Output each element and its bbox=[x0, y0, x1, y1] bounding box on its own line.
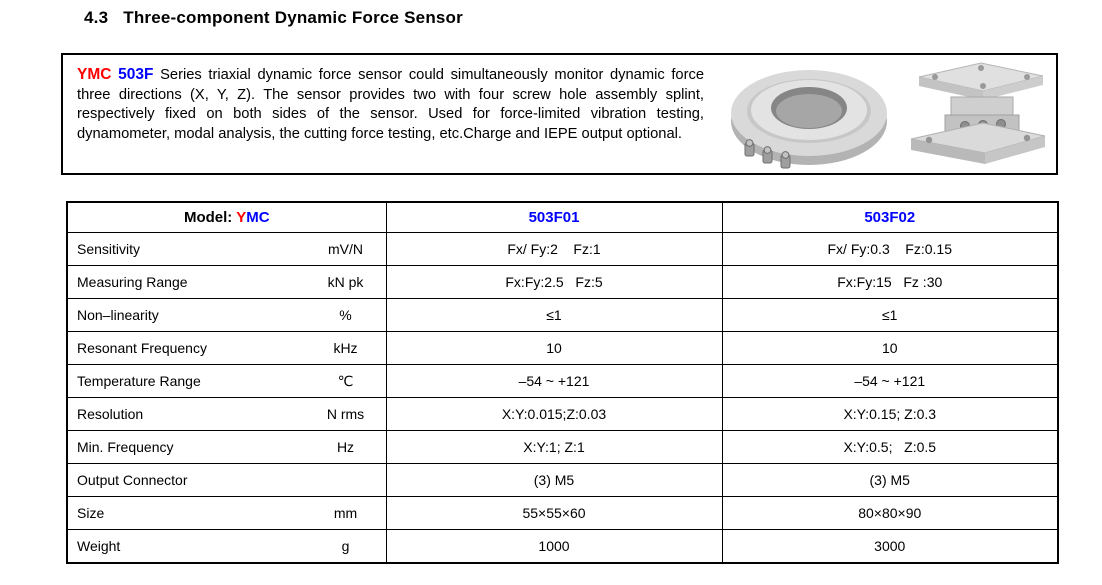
table-row bbox=[67, 530, 1058, 564]
param-name: Non–linearity bbox=[77, 307, 159, 323]
param-name: Sensitivity bbox=[77, 241, 141, 257]
block-sensor-photo bbox=[895, 59, 1053, 171]
value-503F01: Fx:Fy:2.5 Fz:5 bbox=[386, 266, 722, 299]
param-unit: mV/N bbox=[328, 241, 363, 257]
param-name: Resolution bbox=[77, 406, 144, 422]
value-503F02: 80×80×90 bbox=[722, 497, 1058, 530]
value-503F02: –54 ~ +121 bbox=[722, 365, 1058, 398]
ring-sensor-photo bbox=[719, 59, 891, 171]
spec-table bbox=[66, 201, 1059, 564]
param-unit: Hz bbox=[336, 439, 355, 455]
param-name: Measuring Range bbox=[77, 274, 188, 290]
description-body: Series triaxial dynamic force sensor could simultaneously monitor dynamic force three directions (X, Y, Z). The sensor provides two with four screw hole assembly splint, respectively fixed on both sides of the sensor. Used for force-limited vibration testing, dynamometer, modal analysis, the cutting force testing, etc.Charge and IEPE output optional. bbox=[77, 67, 704, 142]
col-header-503F01: 503F01 bbox=[386, 202, 722, 233]
brand-name: YMC bbox=[77, 66, 112, 83]
value-503F01: Fx/ Fy:2 Fz:1 bbox=[386, 233, 722, 266]
col-header-503F02: 503F02 bbox=[722, 202, 1058, 233]
table-header-row bbox=[67, 202, 1058, 233]
table-row bbox=[67, 299, 1058, 332]
value-503F01: X:Y:0.015;Z:0.03 bbox=[386, 398, 722, 431]
param-unit: N rms bbox=[326, 406, 365, 422]
value-503F01: (3) M5 bbox=[386, 464, 722, 497]
model-label: Model: bbox=[183, 209, 237, 226]
param-name: Min. Frequency bbox=[77, 439, 174, 455]
section-number: 4.3 bbox=[84, 8, 109, 27]
value-503F02: Fx/ Fy:0.3 Fz:0.15 bbox=[722, 233, 1058, 266]
table-row bbox=[67, 332, 1058, 365]
product-description bbox=[77, 65, 704, 144]
param-name: Output Connector bbox=[77, 472, 188, 488]
table-row bbox=[67, 365, 1058, 398]
table-row bbox=[67, 464, 1058, 497]
value-503F02: ≤1 bbox=[722, 299, 1058, 332]
value-503F01: 1000 bbox=[386, 530, 722, 564]
value-503F02: 3000 bbox=[722, 530, 1058, 564]
value-503F02: X:Y:0.5; Z:0.5 bbox=[722, 431, 1058, 464]
description-box bbox=[61, 53, 1058, 175]
param-name: Weight bbox=[77, 538, 121, 554]
table-row bbox=[67, 398, 1058, 431]
table-row bbox=[67, 233, 1058, 266]
value-503F01: ≤1 bbox=[386, 299, 722, 332]
value-503F01: X:Y:1; Z:1 bbox=[386, 431, 722, 464]
value-503F02: Fx:Fy:15 Fz :30 bbox=[722, 266, 1058, 299]
param-unit: ℃ bbox=[337, 372, 354, 389]
brand-letters-mc: MC bbox=[246, 209, 270, 226]
value-503F01: –54 ~ +121 bbox=[386, 365, 722, 398]
value-503F01: 55×55×60 bbox=[386, 497, 722, 530]
param-name: Resonant Frequency bbox=[77, 340, 207, 356]
table-row bbox=[67, 266, 1058, 299]
param-name: Size bbox=[77, 505, 105, 521]
param-unit: g bbox=[341, 538, 350, 554]
value-503F02: 10 bbox=[722, 332, 1058, 365]
param-unit: kN pk bbox=[327, 274, 364, 290]
header-model-cell bbox=[67, 202, 386, 233]
value-503F01: 10 bbox=[386, 332, 722, 365]
param-unit: % bbox=[339, 307, 352, 323]
section-heading bbox=[84, 8, 463, 28]
param-unit: kHz bbox=[333, 340, 358, 356]
table-row bbox=[67, 431, 1058, 464]
param-unit: mm bbox=[333, 505, 358, 521]
table-row bbox=[67, 497, 1058, 530]
brand-letter-y: Y bbox=[236, 209, 247, 226]
series-name: 503F bbox=[118, 66, 154, 83]
value-503F02: X:Y:0.15; Z:0.3 bbox=[722, 398, 1058, 431]
value-503F02: (3) M5 bbox=[722, 464, 1058, 497]
param-name: Temperature Range bbox=[77, 373, 201, 389]
section-title: Three-component Dynamic Force Sensor bbox=[123, 8, 463, 27]
